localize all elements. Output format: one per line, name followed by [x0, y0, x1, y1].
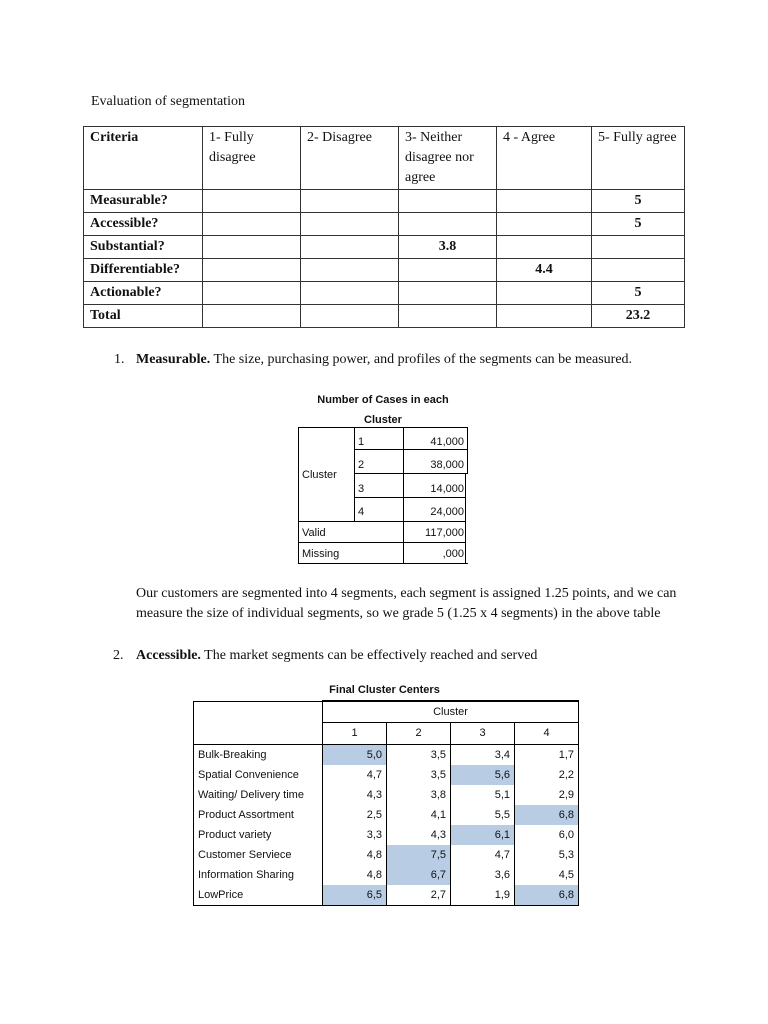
variable-name: Spatial Convenience	[194, 765, 323, 785]
center-value: 6,8	[515, 885, 579, 906]
criteria-label: Differentiable?	[84, 259, 203, 282]
center-value: 5,6	[451, 765, 515, 785]
cluster-center-row	[194, 865, 579, 885]
cluster-centers-table	[193, 700, 579, 906]
center-value: 5,3	[515, 845, 579, 865]
evaluation-header-row	[84, 127, 685, 190]
center-value: 4,8	[323, 845, 387, 865]
cluster-center-row	[194, 845, 579, 865]
score-cell	[399, 282, 497, 305]
column-header: 3	[451, 723, 515, 744]
center-value: 5,1	[451, 785, 515, 805]
score-cell	[399, 190, 497, 213]
missing-value: ,000	[442, 548, 464, 560]
criteria-label: Substantial?	[84, 236, 203, 259]
center-value: 1,9	[451, 885, 515, 906]
score-cell	[203, 213, 301, 236]
score-cell	[301, 259, 399, 282]
cases-group-label: Cluster	[302, 469, 337, 481]
cases-title-line1: Number of Cases in each	[317, 394, 449, 406]
score-cell	[203, 282, 301, 305]
center-value: 6,1	[451, 825, 515, 845]
valid-value: 117,000	[425, 527, 464, 539]
variable-name: Bulk-Breaking	[194, 744, 323, 765]
cluster-center-row	[194, 805, 579, 825]
score-cell	[497, 305, 592, 328]
criteria-label: Total	[84, 305, 203, 328]
cluster-count: 14,000	[430, 483, 464, 495]
cluster-group-label: Cluster	[323, 701, 579, 723]
score-cell	[203, 305, 301, 328]
center-value: 5,5	[451, 805, 515, 825]
cluster-centers-title: Final Cluster Centers	[329, 684, 440, 696]
score-cell: 5	[592, 213, 685, 236]
cluster-center-row	[194, 744, 579, 765]
score-cell	[301, 190, 399, 213]
cluster-center-row	[194, 825, 579, 845]
center-value: 4,5	[515, 865, 579, 885]
score-cell: 3.8	[399, 236, 497, 259]
variable-name: LowPrice	[194, 885, 323, 906]
cluster-id: 2	[358, 459, 365, 471]
criteria-label: Actionable?	[84, 282, 203, 305]
score-cell	[497, 190, 592, 213]
cluster-id: 3	[358, 483, 365, 495]
evaluation-row	[84, 190, 685, 213]
cluster-center-row	[194, 885, 579, 906]
header-disagree: 2- Disagree	[301, 127, 399, 190]
score-cell: 5	[592, 190, 685, 213]
center-value: 3,5	[387, 744, 451, 765]
center-value: 4,7	[451, 845, 515, 865]
cluster-centers-group-row	[194, 701, 579, 723]
center-value: 2,7	[387, 885, 451, 906]
header-fully-disagree: 1- Fully disagree	[203, 127, 301, 190]
cluster-id: 1	[358, 436, 365, 448]
list-term: Accessible.	[136, 648, 201, 663]
score-cell	[203, 190, 301, 213]
center-value: 4,7	[323, 765, 387, 785]
header-neither: 3- Neither disagree nor agree	[399, 127, 497, 190]
criteria-label: Accessible?	[84, 213, 203, 236]
score-cell	[497, 236, 592, 259]
list-text: The size, purchasing power, and profiles of the segments can be measured.	[210, 352, 633, 367]
center-value: 4,8	[323, 865, 387, 885]
center-value: 5,0	[323, 744, 387, 765]
evaluation-row	[84, 213, 685, 236]
evaluation-row	[84, 305, 685, 328]
cluster-count: 38,000	[430, 459, 464, 471]
variable-name: Waiting/ Delivery time	[194, 785, 323, 805]
evaluation-row	[84, 259, 685, 282]
header-agree: 4 - Agree	[497, 127, 592, 190]
variable-name: Product Assortment	[194, 805, 323, 825]
center-value: 6,7	[387, 865, 451, 885]
evaluation-table	[83, 126, 685, 328]
center-value: 7,5	[387, 845, 451, 865]
missing-label: Missing	[302, 548, 340, 560]
cases-table	[298, 427, 468, 564]
center-value: 3,6	[451, 865, 515, 885]
score-cell	[399, 305, 497, 328]
explanation-paragraph: Our customers are segmented into 4 segments, each segment is assigned 1.25 points, and we can measure the size of individual segments, so we grade 5 (1.25 x 4 segments) in the above table	[136, 586, 677, 621]
score-cell	[203, 259, 301, 282]
center-value: 6,5	[323, 885, 387, 906]
center-value: 2,2	[515, 765, 579, 785]
score-cell: 5	[592, 282, 685, 305]
center-value: 3,8	[387, 785, 451, 805]
variable-name: Customer Serviece	[194, 845, 323, 865]
score-cell	[399, 213, 497, 236]
score-cell	[301, 282, 399, 305]
center-value: 1,7	[515, 744, 579, 765]
column-header: 1	[323, 723, 387, 744]
header-fully-agree: 5- Fully agree	[592, 127, 685, 190]
center-value: 6,0	[515, 825, 579, 845]
score-cell	[301, 305, 399, 328]
variable-name: Product variety	[194, 825, 323, 845]
score-cell	[497, 282, 592, 305]
center-value: 3,5	[387, 765, 451, 785]
score-cell: 4.4	[497, 259, 592, 282]
center-value: 4,1	[387, 805, 451, 825]
cases-table-title	[290, 390, 476, 430]
list-text: The market segments can be effectively reached and served	[200, 648, 538, 663]
evaluation-row	[84, 282, 685, 305]
cluster-center-row	[194, 765, 579, 785]
score-cell	[301, 213, 399, 236]
center-value: 2,9	[515, 785, 579, 805]
score-cell	[301, 236, 399, 259]
corner-cell	[194, 701, 323, 744]
header-criteria: Criteria	[84, 127, 203, 190]
center-value: 4,3	[323, 785, 387, 805]
center-value: 3,4	[451, 744, 515, 765]
variable-name: Information Sharing	[194, 865, 323, 885]
document-heading: Evaluation of segmentation	[91, 94, 245, 109]
center-value: 6,8	[515, 805, 579, 825]
list-term: Measurable.	[136, 352, 211, 367]
cases-title-line2: Cluster	[364, 414, 402, 426]
valid-label: Valid	[302, 527, 326, 539]
cluster-count: 24,000	[430, 506, 464, 518]
cluster-count: 41,000	[430, 436, 464, 448]
criteria-label: Measurable?	[84, 190, 203, 213]
cluster-id: 4	[358, 506, 365, 518]
center-value: 3,3	[323, 825, 387, 845]
score-cell	[592, 259, 685, 282]
score-cell	[497, 213, 592, 236]
center-value: 4,3	[387, 825, 451, 845]
score-cell: 23.2	[592, 305, 685, 328]
evaluation-row	[84, 236, 685, 259]
column-header: 4	[515, 723, 579, 744]
score-cell	[203, 236, 301, 259]
center-value: 2,5	[323, 805, 387, 825]
cluster-center-row	[194, 785, 579, 805]
list-number: 1.	[114, 352, 125, 367]
list-number: 2.	[113, 648, 124, 663]
column-header: 2	[387, 723, 451, 744]
score-cell	[592, 236, 685, 259]
score-cell	[399, 259, 497, 282]
